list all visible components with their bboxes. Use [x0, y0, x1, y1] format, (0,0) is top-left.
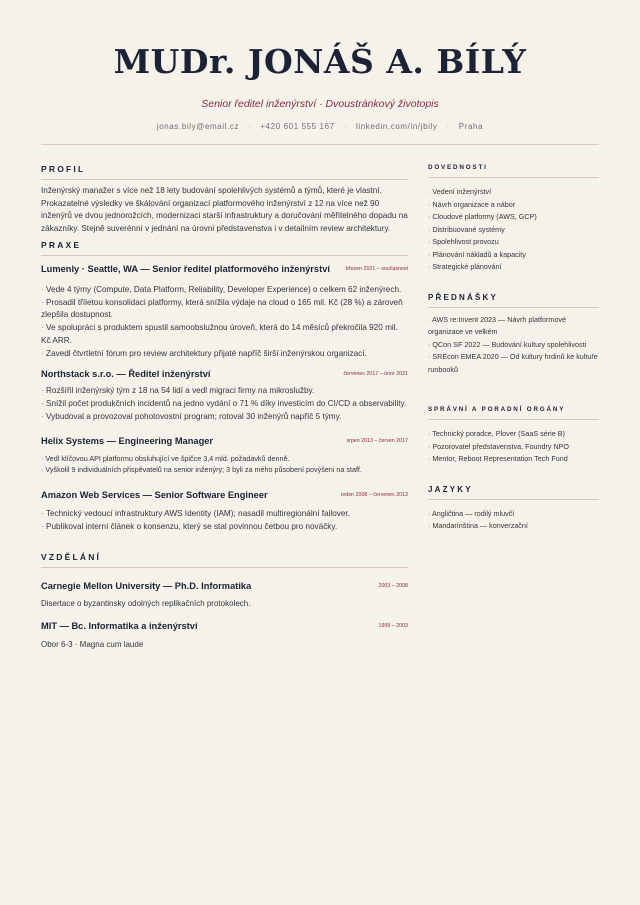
education-section: [41, 550, 408, 651]
skill-item: · Plánování nákladů a kapacity: [428, 249, 599, 262]
section-divider: [428, 419, 599, 420]
job-bullets: [41, 453, 408, 475]
contact-line: [0, 121, 640, 133]
job-entry: [41, 436, 408, 476]
job-header: [41, 369, 408, 381]
section-title-experience: PRAXE: [41, 240, 82, 251]
language-item: · Angličtina — rodilý mluvčí: [428, 508, 599, 521]
board-item: · Technický poradce, Plover (SaaS série B): [428, 428, 599, 441]
job-bullet: · Zavedl čtvrtletní fórum pro review architektury přijaté napříč širší inženýrskou organizací.: [41, 348, 408, 361]
education-dates: 2003 – 2008: [378, 582, 408, 589]
job-title: Lumenly · Seattle, WA — Senior ředitel platformového inženýrství: [41, 264, 330, 275]
job-header: [41, 490, 408, 502]
header-divider: [41, 144, 599, 145]
job-dates: březen 2021 – současnost: [345, 266, 408, 273]
job-title: Northstack s.r.o. — Ředitel inženýrství: [41, 368, 211, 379]
contact-location: Praha: [458, 122, 484, 131]
skill-item: · Spolehlivost provozu: [428, 236, 599, 249]
profile-text: Inženýrský manažer s více než 18 lety budování spolehlivých systémů a týmů, které je vlastní. Prokazatelné výsledky ve škálování organizací platformového inženýrství z 12 na více než 90 inženýrů ve dvou jednorožcích, modernizaci starší infrastruktury a doručování měřitelného dopadu na zákazníky. Stejně suverénní v jednání na úrovni představenstva i v detailním review architektury.: [41, 186, 408, 233]
job-title: Helix Systems — Engineering Manager: [41, 435, 214, 446]
section-divider: [41, 567, 408, 568]
education-title: Carnegie Mellon University — Ph.D. Informatika: [41, 580, 252, 591]
language-item: · Mandarínština — konverzační: [428, 520, 599, 533]
job-entry: [41, 369, 408, 424]
resume-subtitle: Senior ředitel inženýrství · Dvoustránkový životopis: [201, 98, 439, 110]
job-bullet: · Prosadil tříletou konsolidaci platformy, která snížila výdaje na cloud o 165 mil. Kč (28 %) a zároveň zlepšila dostupnost.: [41, 297, 408, 323]
board-item: · Mentor, Reboot Representation Tech Fund: [428, 453, 599, 466]
boards-list: [428, 428, 599, 466]
talk-item: · SREcon EMEA 2020 — Od kultury hrdinů ke kultuře runbooků: [428, 351, 599, 376]
job-header: [41, 264, 408, 276]
job-bullet: · Snížil počet produkčních incidentů na jedno vydání o 71 % díky investicím do CI/CD a observability.: [41, 398, 408, 411]
skill-item: · Návrh organizace a nábor: [428, 199, 599, 212]
contact-linkedin: linkedin.com/in/jbily: [355, 122, 438, 131]
job-bullets: [41, 385, 408, 423]
talks-list: [428, 314, 599, 377]
skill-item: · Strategické plánování: [428, 261, 599, 274]
education-description: Disertace o byzantinsky odolných replikačních protokolech.: [41, 599, 251, 609]
job-entry: [41, 264, 408, 360]
skill-item: · Vedení inženýrství: [428, 186, 599, 199]
job-bullet: · Rozšířil inženýrský tým z 18 na 54 lidí a vedl migraci firmy na mikroslužby.: [41, 385, 408, 398]
resume-header: [0, 0, 640, 133]
languages-list: [428, 508, 599, 533]
education-entry: [41, 621, 408, 651]
job-bullet: · Vyškolil 9 individuálních přispěvatelů na senior inženýry; 3 byli za mého působení povýšeni na staff.: [41, 464, 408, 475]
job-bullets: [41, 284, 408, 361]
skill-item: · Distribuované systémy: [428, 224, 599, 237]
languages-section: [428, 484, 599, 533]
education-header: [41, 621, 408, 633]
education-description: Obor 6-3 · Magna cum laude: [41, 639, 144, 649]
section-title-talks: PŘEDNÁŠKY: [428, 292, 499, 302]
boards-section: [428, 404, 599, 466]
contact-email: jonas.bily@email.cz: [156, 122, 240, 131]
section-title-skills: DOVEDNOSTI: [428, 164, 488, 171]
section-divider: [41, 255, 408, 256]
job-dates: leden 2008 – červenec 2013: [341, 492, 408, 499]
section-divider: [41, 179, 408, 180]
section-title-education: VZDĚLÁNÍ: [41, 551, 102, 562]
talk-item: · AWS re:Invent 2023 — Návrh platformové organizace ve velkém: [428, 314, 599, 339]
contact-separator: ·: [446, 122, 450, 131]
contact-separator: ·: [343, 122, 347, 131]
experience-section: [41, 238, 408, 533]
section-divider: [428, 177, 599, 178]
skills-list: [428, 186, 599, 274]
section-divider: [428, 499, 599, 500]
profile-section: [41, 162, 408, 235]
job-entry: [41, 490, 408, 533]
job-bullet: · Technický vedoucí infrastruktury AWS Identity (IAM); nasadil multiregionální failover.: [41, 508, 408, 521]
section-title-profile: PROFIL: [41, 164, 86, 174]
education-entry: [41, 581, 408, 611]
job-dates: srpen 2013 – červen 2017: [346, 437, 408, 444]
job-bullet: · Ve spolupráci s produktem spustil samoobslužnou úroveň, která do 14 měsíců překročila 920 mil. Kč ARR.: [41, 322, 408, 348]
job-bullets: [41, 508, 408, 534]
skills-section: [428, 162, 599, 274]
talk-item: · QCon SF 2022 — Budování kultury spolehlivosti: [428, 339, 599, 352]
skill-item: · Cloudové platformy (AWS, GCP): [428, 211, 599, 224]
job-dates: červenec 2017 – únor 2021: [343, 370, 408, 377]
job-title: Amazon Web Services — Senior Software Engineer: [41, 490, 268, 501]
education-header: [41, 581, 408, 593]
job-bullet: · Vedl klíčovou API platformu obsluhující ve špičce 3,4 mld. požadavků denně.: [41, 453, 408, 464]
section-title-languages: JAZYKY: [428, 484, 473, 494]
education-title: MIT — Bc. Informatika a inženýrství: [41, 621, 198, 632]
section-title-boards: SPRÁVNÍ A PORADNÍ ORGÁNY: [428, 406, 566, 413]
job-header: [41, 436, 408, 448]
main-column: [41, 162, 408, 651]
job-bullet: · Publikoval interní článek o konsenzu, který se stal povinnou četbou pro nováčky.: [41, 521, 408, 534]
contact-separator: ·: [248, 122, 252, 131]
section-divider: [428, 307, 599, 308]
job-bullet: · Vede 4 týmy (Compute, Data Platform, Reliability, Developer Experience) o celkem 62 inženýrech.: [41, 284, 408, 297]
sidebar-column: [428, 162, 599, 533]
contact-phone: +420 601 555 167: [260, 122, 335, 131]
candidate-name: MUDr. JONÁŠ A. BÍLÝ: [113, 42, 527, 81]
talks-section: [428, 292, 599, 377]
education-dates: 1999 – 2003: [378, 623, 408, 630]
board-item: · Pozorovatel představenstva, Foundry NPO: [428, 441, 599, 454]
job-bullet: · Vybudoval a provozoval pohotovostní program; rotoval 30 inženýrů napříč 5 týmy.: [41, 411, 408, 424]
